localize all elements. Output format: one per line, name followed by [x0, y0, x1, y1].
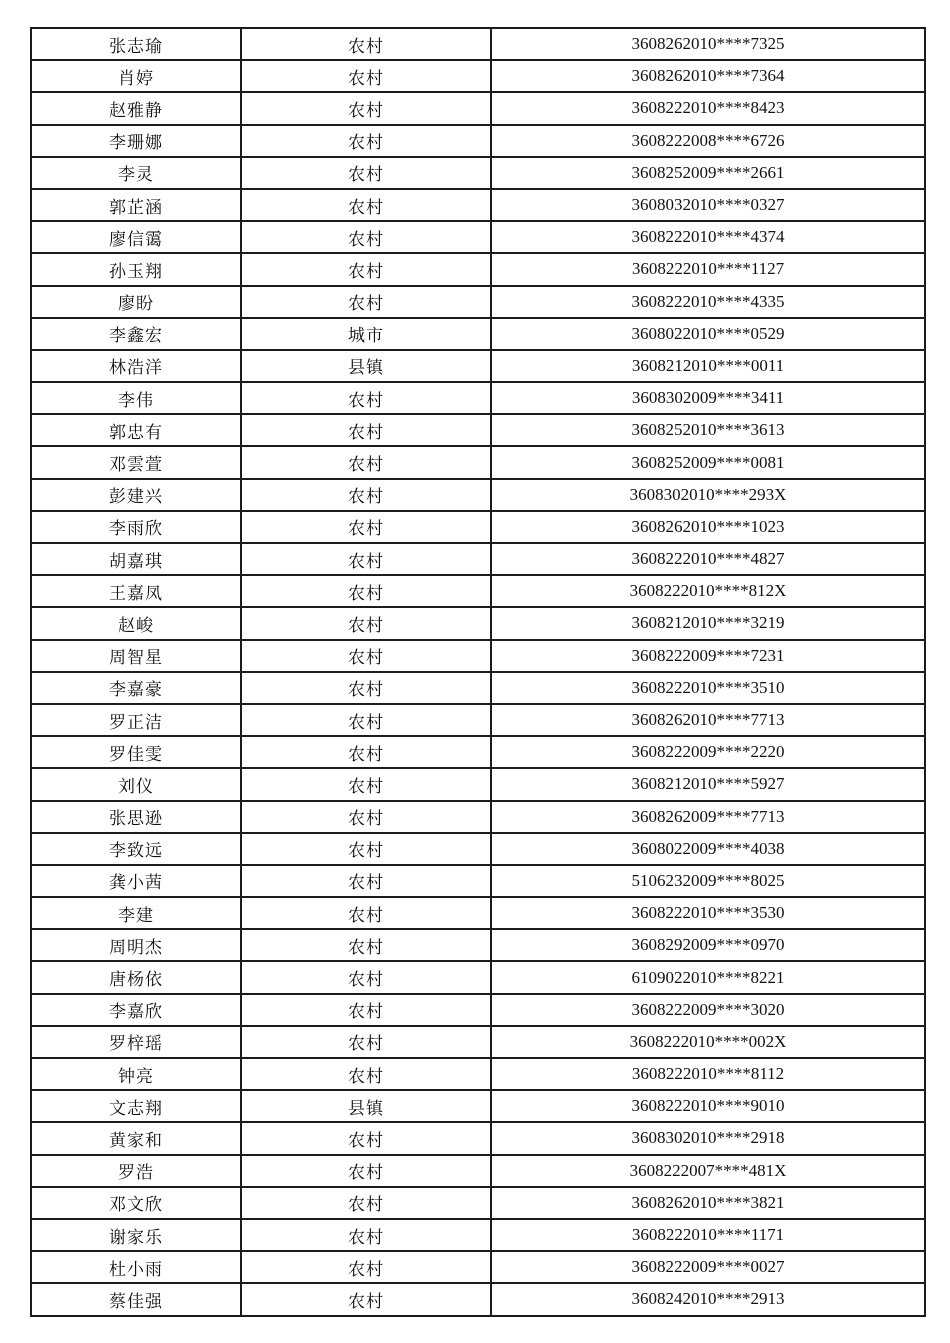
residence-cell: 农村 — [241, 1058, 491, 1090]
residence-cell: 农村 — [241, 961, 491, 993]
residence-cell: 农村 — [241, 801, 491, 833]
id-number-cell: 3608222010****4335 — [491, 286, 925, 318]
id-number-cell: 3608022010****0529 — [491, 318, 925, 350]
residence-cell: 农村 — [241, 1155, 491, 1187]
name-cell: 李嘉豪 — [31, 672, 241, 704]
table-row — [31, 1283, 925, 1315]
residence-cell: 城市 — [241, 318, 491, 350]
id-number-cell: 3608222010****8112 — [491, 1058, 925, 1090]
name-cell: 李鑫宏 — [31, 318, 241, 350]
name-cell: 李致远 — [31, 833, 241, 865]
id-number-cell: 3608222010****8423 — [491, 92, 925, 124]
name-cell: 孙玉翔 — [31, 253, 241, 285]
name-cell: 张思逊 — [31, 801, 241, 833]
residence-cell: 农村 — [241, 768, 491, 800]
name-cell: 王嘉凤 — [31, 575, 241, 607]
residence-cell: 农村 — [241, 929, 491, 961]
id-number-cell: 3608252009****2661 — [491, 157, 925, 189]
name-cell: 钟亮 — [31, 1058, 241, 1090]
table-row — [31, 736, 925, 768]
roster-body — [31, 28, 925, 1316]
residence-cell: 农村 — [241, 446, 491, 478]
name-cell: 郭忠有 — [31, 414, 241, 446]
table-row — [31, 801, 925, 833]
id-number-cell: 3608292009****0970 — [491, 929, 925, 961]
name-cell: 蔡佳强 — [31, 1283, 241, 1315]
id-number-cell: 3608212010****5927 — [491, 768, 925, 800]
table-row — [31, 607, 925, 639]
residence-cell: 农村 — [241, 479, 491, 511]
name-cell: 罗佳雯 — [31, 736, 241, 768]
residence-cell: 农村 — [241, 897, 491, 929]
residence-cell: 农村 — [241, 253, 491, 285]
table-row — [31, 157, 925, 189]
id-number-cell: 3608222010****4827 — [491, 543, 925, 575]
id-number-cell: 3608222008****6726 — [491, 125, 925, 157]
table-row — [31, 1155, 925, 1187]
name-cell: 罗梓瑶 — [31, 1026, 241, 1058]
name-cell: 杜小雨 — [31, 1251, 241, 1283]
id-number-cell: 3608262010****1023 — [491, 511, 925, 543]
name-cell: 唐杨依 — [31, 961, 241, 993]
table-row — [31, 961, 925, 993]
name-cell: 赵峻 — [31, 607, 241, 639]
id-number-cell: 3608262010****7325 — [491, 28, 925, 60]
residence-cell: 农村 — [241, 672, 491, 704]
name-cell: 邓文欣 — [31, 1187, 241, 1219]
id-number-cell: 6109022010****8221 — [491, 961, 925, 993]
table-row — [31, 414, 925, 446]
residence-cell: 农村 — [241, 189, 491, 221]
table-row — [31, 704, 925, 736]
id-number-cell: 3608252010****3613 — [491, 414, 925, 446]
residence-cell: 农村 — [241, 704, 491, 736]
residence-cell: 县镇 — [241, 1090, 491, 1122]
table-row — [31, 60, 925, 92]
id-number-cell: 3608222010****1127 — [491, 253, 925, 285]
table-row — [31, 833, 925, 865]
residence-cell: 农村 — [241, 865, 491, 897]
table-row — [31, 221, 925, 253]
id-number-cell: 3608262010****3821 — [491, 1187, 925, 1219]
table-row — [31, 189, 925, 221]
residence-cell: 农村 — [241, 92, 491, 124]
residence-cell: 农村 — [241, 125, 491, 157]
residence-cell: 农村 — [241, 60, 491, 92]
id-number-cell: 3608222009****3020 — [491, 994, 925, 1026]
table-row — [31, 92, 925, 124]
table-row — [31, 865, 925, 897]
name-cell: 廖信霭 — [31, 221, 241, 253]
residence-cell: 农村 — [241, 1026, 491, 1058]
table-row — [31, 1251, 925, 1283]
name-cell: 胡嘉琪 — [31, 543, 241, 575]
table-row — [31, 1122, 925, 1154]
name-cell: 谢家乐 — [31, 1219, 241, 1251]
id-number-cell: 3608242010****2913 — [491, 1283, 925, 1315]
id-number-cell: 3608252009****0081 — [491, 446, 925, 478]
table-row — [31, 543, 925, 575]
table-row — [31, 253, 925, 285]
name-cell: 刘仪 — [31, 768, 241, 800]
name-cell: 林浩洋 — [31, 350, 241, 382]
name-cell: 周智星 — [31, 640, 241, 672]
id-number-cell: 3608212010****0011 — [491, 350, 925, 382]
name-cell: 罗正洁 — [31, 704, 241, 736]
table-row — [31, 994, 925, 1026]
table-row — [31, 672, 925, 704]
name-cell: 黄家和 — [31, 1122, 241, 1154]
student-roster-table — [30, 27, 926, 1317]
table-row — [31, 350, 925, 382]
id-number-cell: 3608222010****002X — [491, 1026, 925, 1058]
id-number-cell: 3608222010****1171 — [491, 1219, 925, 1251]
name-cell: 彭建兴 — [31, 479, 241, 511]
residence-cell: 农村 — [241, 414, 491, 446]
residence-cell: 农村 — [241, 221, 491, 253]
residence-cell: 农村 — [241, 736, 491, 768]
table-row — [31, 897, 925, 929]
residence-cell: 农村 — [241, 640, 491, 672]
residence-cell: 农村 — [241, 833, 491, 865]
table-row — [31, 768, 925, 800]
id-number-cell: 3608262009****7713 — [491, 801, 925, 833]
residence-cell: 农村 — [241, 607, 491, 639]
table-row — [31, 929, 925, 961]
name-cell: 李雨欣 — [31, 511, 241, 543]
name-cell: 李灵 — [31, 157, 241, 189]
name-cell: 郭芷涵 — [31, 189, 241, 221]
table-row — [31, 1058, 925, 1090]
table-row — [31, 286, 925, 318]
residence-cell: 县镇 — [241, 350, 491, 382]
name-cell: 邓雲萱 — [31, 446, 241, 478]
id-number-cell: 3608302010****293X — [491, 479, 925, 511]
table-row — [31, 382, 925, 414]
table-row — [31, 1026, 925, 1058]
id-number-cell: 3608222009****7231 — [491, 640, 925, 672]
table-row — [31, 575, 925, 607]
id-number-cell: 3608302010****2918 — [491, 1122, 925, 1154]
id-number-cell: 3608212010****3219 — [491, 607, 925, 639]
id-number-cell: 3608022009****4038 — [491, 833, 925, 865]
name-cell: 李伟 — [31, 382, 241, 414]
id-number-cell: 3608222010****9010 — [491, 1090, 925, 1122]
residence-cell: 农村 — [241, 1219, 491, 1251]
table-row — [31, 318, 925, 350]
id-number-cell: 3608222009****0027 — [491, 1251, 925, 1283]
residence-cell: 农村 — [241, 994, 491, 1026]
residence-cell: 农村 — [241, 1251, 491, 1283]
name-cell: 赵雅静 — [31, 92, 241, 124]
id-number-cell: 3608262010****7364 — [491, 60, 925, 92]
table-row — [31, 1187, 925, 1219]
name-cell: 罗浩 — [31, 1155, 241, 1187]
name-cell: 龚小茜 — [31, 865, 241, 897]
name-cell: 李嘉欣 — [31, 994, 241, 1026]
residence-cell: 农村 — [241, 543, 491, 575]
residence-cell: 农村 — [241, 28, 491, 60]
table-row — [31, 28, 925, 60]
id-number-cell: 3608262010****7713 — [491, 704, 925, 736]
residence-cell: 农村 — [241, 286, 491, 318]
residence-cell: 农村 — [241, 157, 491, 189]
name-cell: 张志瑜 — [31, 28, 241, 60]
residence-cell: 农村 — [241, 511, 491, 543]
name-cell: 李珊娜 — [31, 125, 241, 157]
table-row — [31, 479, 925, 511]
table-row — [31, 446, 925, 478]
table-row — [31, 640, 925, 672]
name-cell: 文志翔 — [31, 1090, 241, 1122]
name-cell: 廖盼 — [31, 286, 241, 318]
id-number-cell: 3608222009****2220 — [491, 736, 925, 768]
name-cell: 李建 — [31, 897, 241, 929]
residence-cell: 农村 — [241, 1283, 491, 1315]
table-row — [31, 125, 925, 157]
id-number-cell: 3608302009****3411 — [491, 382, 925, 414]
id-number-cell: 5106232009****8025 — [491, 865, 925, 897]
id-number-cell: 3608222010****3530 — [491, 897, 925, 929]
name-cell: 周明杰 — [31, 929, 241, 961]
table-row — [31, 1219, 925, 1251]
residence-cell: 农村 — [241, 1187, 491, 1219]
residence-cell: 农村 — [241, 575, 491, 607]
id-number-cell: 3608222007****481X — [491, 1155, 925, 1187]
id-number-cell: 3608222010****3510 — [491, 672, 925, 704]
name-cell: 肖婷 — [31, 60, 241, 92]
table-row — [31, 511, 925, 543]
residence-cell: 农村 — [241, 1122, 491, 1154]
table-row — [31, 1090, 925, 1122]
residence-cell: 农村 — [241, 382, 491, 414]
id-number-cell: 3608222010****4374 — [491, 221, 925, 253]
id-number-cell: 3608222010****812X — [491, 575, 925, 607]
id-number-cell: 3608032010****0327 — [491, 189, 925, 221]
